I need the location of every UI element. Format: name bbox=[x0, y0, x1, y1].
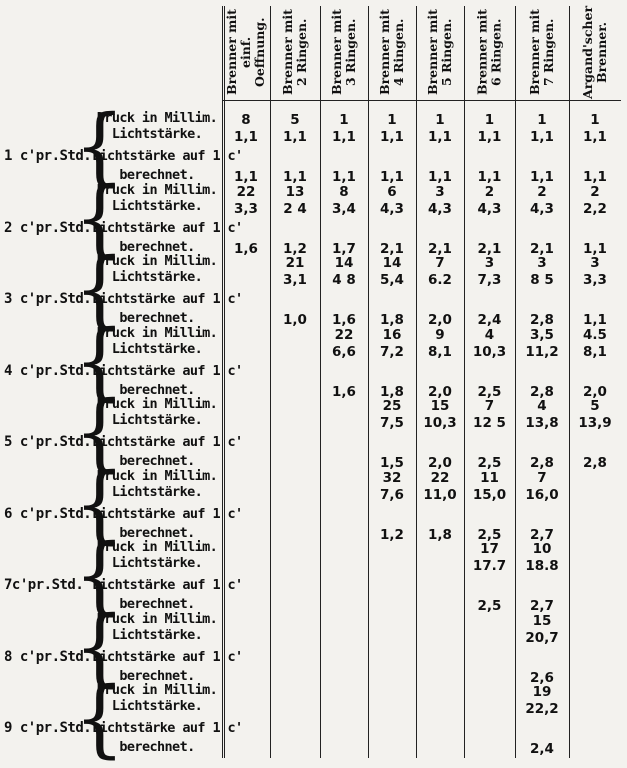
table-cell: 3 bbox=[484, 255, 495, 271]
table-cell: 14 bbox=[334, 255, 354, 271]
group-label: 3 c'pr.Std. bbox=[4, 291, 92, 307]
table-cell: 12 5 bbox=[473, 415, 506, 431]
table-cell: 19 bbox=[532, 684, 552, 700]
row-label: Lichtstärke. bbox=[111, 197, 203, 214]
table-cell: 1,0 bbox=[283, 312, 307, 328]
table-cell: 2 bbox=[590, 183, 600, 200]
table-cell: 8 5 bbox=[530, 272, 554, 288]
table-cell: 22 bbox=[430, 469, 450, 486]
table-cell: 7,3 bbox=[477, 272, 502, 288]
table-cell: 6,6 bbox=[332, 343, 356, 360]
row-label: Druck in Millim. bbox=[96, 539, 218, 555]
table-cell: 8 bbox=[241, 112, 251, 128]
row-label: Lichtstärke auf 1 c' bbox=[92, 505, 243, 522]
table-cell: 16,0 bbox=[525, 486, 559, 503]
table-cell: 2,5 bbox=[477, 383, 502, 400]
table-cell: 2,0 bbox=[428, 383, 452, 400]
table-cell: 1 bbox=[537, 112, 547, 128]
table-cell: 3,1 bbox=[283, 272, 307, 288]
table-cell: 2,0 bbox=[583, 383, 607, 400]
table-cell: 3,3 bbox=[234, 200, 258, 217]
table-cell: 1,1 bbox=[583, 129, 607, 145]
table-cell: 1,8 bbox=[380, 312, 404, 328]
table-cell: 4 8 bbox=[332, 272, 356, 288]
row-label: Druck in Millim. bbox=[96, 181, 218, 198]
group-brace: { bbox=[74, 96, 125, 195]
table-cell: 1,2 bbox=[380, 526, 404, 543]
row-label: Lichtstärke auf 1 c' bbox=[92, 720, 243, 736]
group-label: 2 c'pr.Std. bbox=[4, 219, 92, 236]
table-cell: 22 bbox=[236, 183, 256, 200]
table-cell: 1 bbox=[435, 112, 445, 128]
row-label: Lichtstärke auf 1 c' bbox=[92, 648, 243, 665]
table-cell: 2,0 bbox=[428, 312, 452, 328]
group-label: 8 c'pr.Std. bbox=[4, 648, 92, 665]
table-cell: 4.5 bbox=[583, 326, 607, 343]
group-label: 4 c'pr.Std. bbox=[4, 362, 92, 379]
table-cell: 2,5 bbox=[477, 526, 502, 543]
table-cell: 1,6 bbox=[332, 383, 356, 400]
table-cell: 3,3 bbox=[583, 272, 607, 288]
table-cell: 3 bbox=[435, 183, 445, 200]
row-label: Lichtstärke auf 1 c' bbox=[92, 362, 243, 379]
table-cell: 2,4 bbox=[477, 312, 502, 328]
table-cell: 2,6 bbox=[530, 669, 554, 686]
row-label: Lichtstärke. bbox=[111, 412, 203, 428]
header-divider bbox=[222, 100, 621, 101]
row-label: berechnet. bbox=[119, 596, 195, 612]
table-cell: 17 bbox=[480, 541, 499, 557]
table-cell: 1,1 bbox=[234, 169, 258, 185]
row-label: Druck in Millim. bbox=[96, 396, 218, 412]
table-cell: 4 bbox=[484, 326, 495, 343]
row-label: Lichtstärke auf 1 c' bbox=[92, 434, 243, 450]
row-label: Lichtstärke auf 1 c' bbox=[92, 219, 243, 236]
group-brace: { bbox=[74, 382, 125, 481]
table-cell: 7 bbox=[435, 255, 445, 271]
table-cell: 10,3 bbox=[423, 415, 457, 431]
table-cell: 3,5 bbox=[530, 326, 554, 343]
row-label: berechnet. bbox=[119, 524, 195, 541]
table-cell: 7,6 bbox=[380, 486, 404, 503]
table-cell: 2,5 bbox=[477, 455, 502, 471]
table-cell: 1,1 bbox=[332, 129, 356, 145]
column-header: Brenner mit einf. Oeffnung. bbox=[224, 9, 267, 95]
row-label: Lichtstärke. bbox=[111, 555, 203, 571]
table-cell: 21 bbox=[285, 255, 305, 271]
table-cell: 10,3 bbox=[472, 343, 507, 360]
table-cell: 10 bbox=[532, 541, 552, 557]
table-cell: 2,2 bbox=[583, 200, 607, 217]
table-cell: 3,4 bbox=[332, 200, 356, 217]
group-label: 7c'pr.Std. bbox=[4, 577, 84, 593]
table-cell: 4,3 bbox=[530, 200, 554, 217]
table-cell: 1,1 bbox=[530, 169, 554, 185]
table-cell: 2,1 bbox=[530, 240, 554, 257]
table-cell: 8,1 bbox=[428, 343, 452, 360]
column-header: Brenner mit 7 Ringen. bbox=[527, 9, 556, 95]
row-label: Druck in Millim. bbox=[96, 253, 218, 269]
table-cell: 1,1 bbox=[583, 312, 607, 328]
table-cell: 17.7 bbox=[472, 558, 507, 574]
table-cell: 1,1 bbox=[477, 169, 502, 185]
table-cell: 2,0 bbox=[428, 455, 452, 471]
table-cell: 1,1 bbox=[477, 129, 502, 145]
row-label: Druck in Millim. bbox=[96, 110, 218, 126]
table-cell: 1,1 bbox=[283, 129, 307, 145]
table-cell: 2,4 bbox=[530, 741, 554, 757]
row-label: Druck in Millim. bbox=[96, 324, 218, 341]
row-label: berechnet. bbox=[119, 238, 195, 255]
table-cell: 15 bbox=[532, 612, 552, 629]
table-cell: 1 bbox=[339, 112, 349, 128]
group-label: 9 c'pr.Std. bbox=[4, 720, 92, 736]
table-cell: 5 bbox=[290, 112, 300, 128]
table-cell: 7,2 bbox=[380, 343, 404, 360]
table-cell: 4,3 bbox=[428, 200, 452, 217]
table-cell: 1,1 bbox=[583, 169, 607, 185]
row-label: Druck in Millim. bbox=[96, 610, 218, 627]
table-cell: 22,2 bbox=[525, 701, 559, 717]
table-cell: 2,1 bbox=[380, 240, 404, 257]
table-cell: 1,1 bbox=[332, 169, 356, 185]
column-header: Brenner mit 3 Ringen. bbox=[329, 9, 358, 95]
table-cell: 2 4 bbox=[283, 200, 307, 217]
table-cell: 14 bbox=[382, 255, 402, 271]
table-cell: 1 bbox=[387, 112, 397, 128]
table-cell: 2,8 bbox=[530, 455, 554, 471]
table-cell: 2,7 bbox=[530, 526, 554, 543]
table-cell: 4,3 bbox=[477, 200, 502, 217]
table-cell: 2 bbox=[484, 183, 495, 200]
group-brace: { bbox=[74, 525, 125, 624]
table-cell: 13,8 bbox=[525, 415, 559, 431]
column-header: Argand'scher Brenner. bbox=[580, 5, 609, 99]
table-cell: 1,1 bbox=[234, 129, 258, 145]
table-cell: 1,5 bbox=[380, 455, 404, 471]
table-cell: 11 bbox=[480, 469, 499, 486]
group-brace: { bbox=[74, 668, 125, 767]
table-cell: 7,5 bbox=[380, 415, 404, 431]
table-cell: 2,1 bbox=[428, 240, 452, 257]
table-cell: 5 bbox=[590, 398, 600, 414]
table-cell: 22 bbox=[334, 326, 354, 343]
row-label: Lichtstärke. bbox=[111, 698, 203, 714]
table-cell: 1,1 bbox=[530, 129, 554, 145]
group-brace: { bbox=[74, 168, 125, 266]
column-header: Brenner mit 5 Ringen. bbox=[425, 9, 454, 95]
table-cell: 11,0 bbox=[423, 486, 457, 503]
table-cell: 1,1 bbox=[428, 169, 452, 185]
row-label: Lichtstärke auf 1 c' bbox=[92, 291, 243, 307]
table-cell: 1,8 bbox=[428, 526, 452, 543]
row-label: berechnet. bbox=[119, 667, 195, 684]
table-cell: 15 bbox=[430, 398, 450, 414]
row-label: berechnet. bbox=[119, 167, 195, 183]
table-cell: 1,2 bbox=[283, 240, 307, 257]
row-label: Lichtstärke. bbox=[111, 340, 203, 357]
table-cell: 3 bbox=[537, 255, 547, 271]
table-cell: 1,1 bbox=[283, 169, 307, 185]
table-cell: 8,1 bbox=[583, 343, 607, 360]
table-cell: 15,0 bbox=[472, 486, 507, 503]
table-cell: 1,8 bbox=[380, 383, 404, 400]
table-cell: 1,1 bbox=[380, 129, 404, 145]
table-cell: 4 bbox=[537, 398, 547, 414]
table-cell: 16 bbox=[382, 326, 402, 343]
table-cell: 6.2 bbox=[428, 272, 452, 288]
group-brace: { bbox=[74, 454, 125, 552]
group-brace: { bbox=[74, 311, 125, 409]
group-label: 5 c'pr.Std. bbox=[4, 434, 92, 450]
table-cell: 20,7 bbox=[525, 629, 559, 646]
group-brace: { bbox=[74, 597, 125, 695]
row-label: Lichtstärke auf 1 c' bbox=[92, 148, 243, 164]
table-cell: 5,4 bbox=[380, 272, 404, 288]
row-label: berechnet. bbox=[119, 453, 195, 469]
group-label: 1 c'pr.Std. bbox=[4, 148, 92, 164]
row-label: Lichtstärke. bbox=[111, 626, 203, 643]
column-header: Brenner mit 2 Ringen. bbox=[280, 9, 309, 95]
row-label: Druck in Millim. bbox=[96, 682, 218, 698]
table-cell: 3 bbox=[590, 255, 600, 271]
table-cell: 1,1 bbox=[583, 240, 607, 257]
table-cell: 1 bbox=[590, 112, 600, 128]
table-cell: 1,6 bbox=[332, 312, 356, 328]
row-label: Lichtstärke. bbox=[111, 483, 203, 500]
table-cell: 2 bbox=[537, 183, 547, 200]
table-cell: 1,6 bbox=[234, 240, 258, 257]
table-cell: 2,5 bbox=[477, 598, 502, 614]
column-header: Brenner mit 4 Ringen. bbox=[377, 9, 406, 95]
table-cell: 1,7 bbox=[332, 240, 356, 257]
group-brace: { bbox=[74, 239, 125, 338]
table-cell: 13 bbox=[285, 183, 305, 200]
table-cell: 6 bbox=[387, 183, 397, 200]
table-cell: 7 bbox=[537, 469, 547, 486]
row-label: berechnet. bbox=[119, 381, 195, 398]
table-cell: 1,1 bbox=[380, 169, 404, 185]
row-label: Lichtstärke. bbox=[111, 126, 203, 142]
table-cell: 25 bbox=[382, 398, 402, 414]
table-cell: 1,1 bbox=[428, 129, 452, 145]
table-cell: 2,8 bbox=[583, 455, 607, 471]
table-cell: 13,9 bbox=[578, 415, 612, 431]
table-cell: 11,2 bbox=[525, 343, 559, 360]
table-cell: 8 bbox=[339, 183, 349, 200]
table-cell: 32 bbox=[382, 469, 402, 486]
table-cell: 2,7 bbox=[530, 598, 554, 614]
table-cell: 4,3 bbox=[380, 200, 404, 217]
row-label: berechnet. bbox=[119, 310, 195, 326]
table-cell: 1 bbox=[484, 112, 495, 128]
table-cell: 18.8 bbox=[525, 558, 559, 574]
table-cell: 2,8 bbox=[530, 312, 554, 328]
row-label: Druck in Millim. bbox=[96, 467, 218, 484]
row-label: Lichtstärke auf 1 c' bbox=[92, 577, 243, 593]
column-header: Brenner mit 6 Ringen. bbox=[474, 9, 504, 95]
table-cell: 9 bbox=[435, 326, 445, 343]
table-cell: 7 bbox=[484, 398, 495, 414]
table-cell: 2,1 bbox=[477, 240, 502, 257]
group-label: 6 c'pr.Std. bbox=[4, 505, 92, 522]
row-label: berechnet. bbox=[119, 739, 195, 755]
table-cell: 2,8 bbox=[530, 383, 554, 400]
row-label: Lichtstärke. bbox=[111, 269, 203, 285]
